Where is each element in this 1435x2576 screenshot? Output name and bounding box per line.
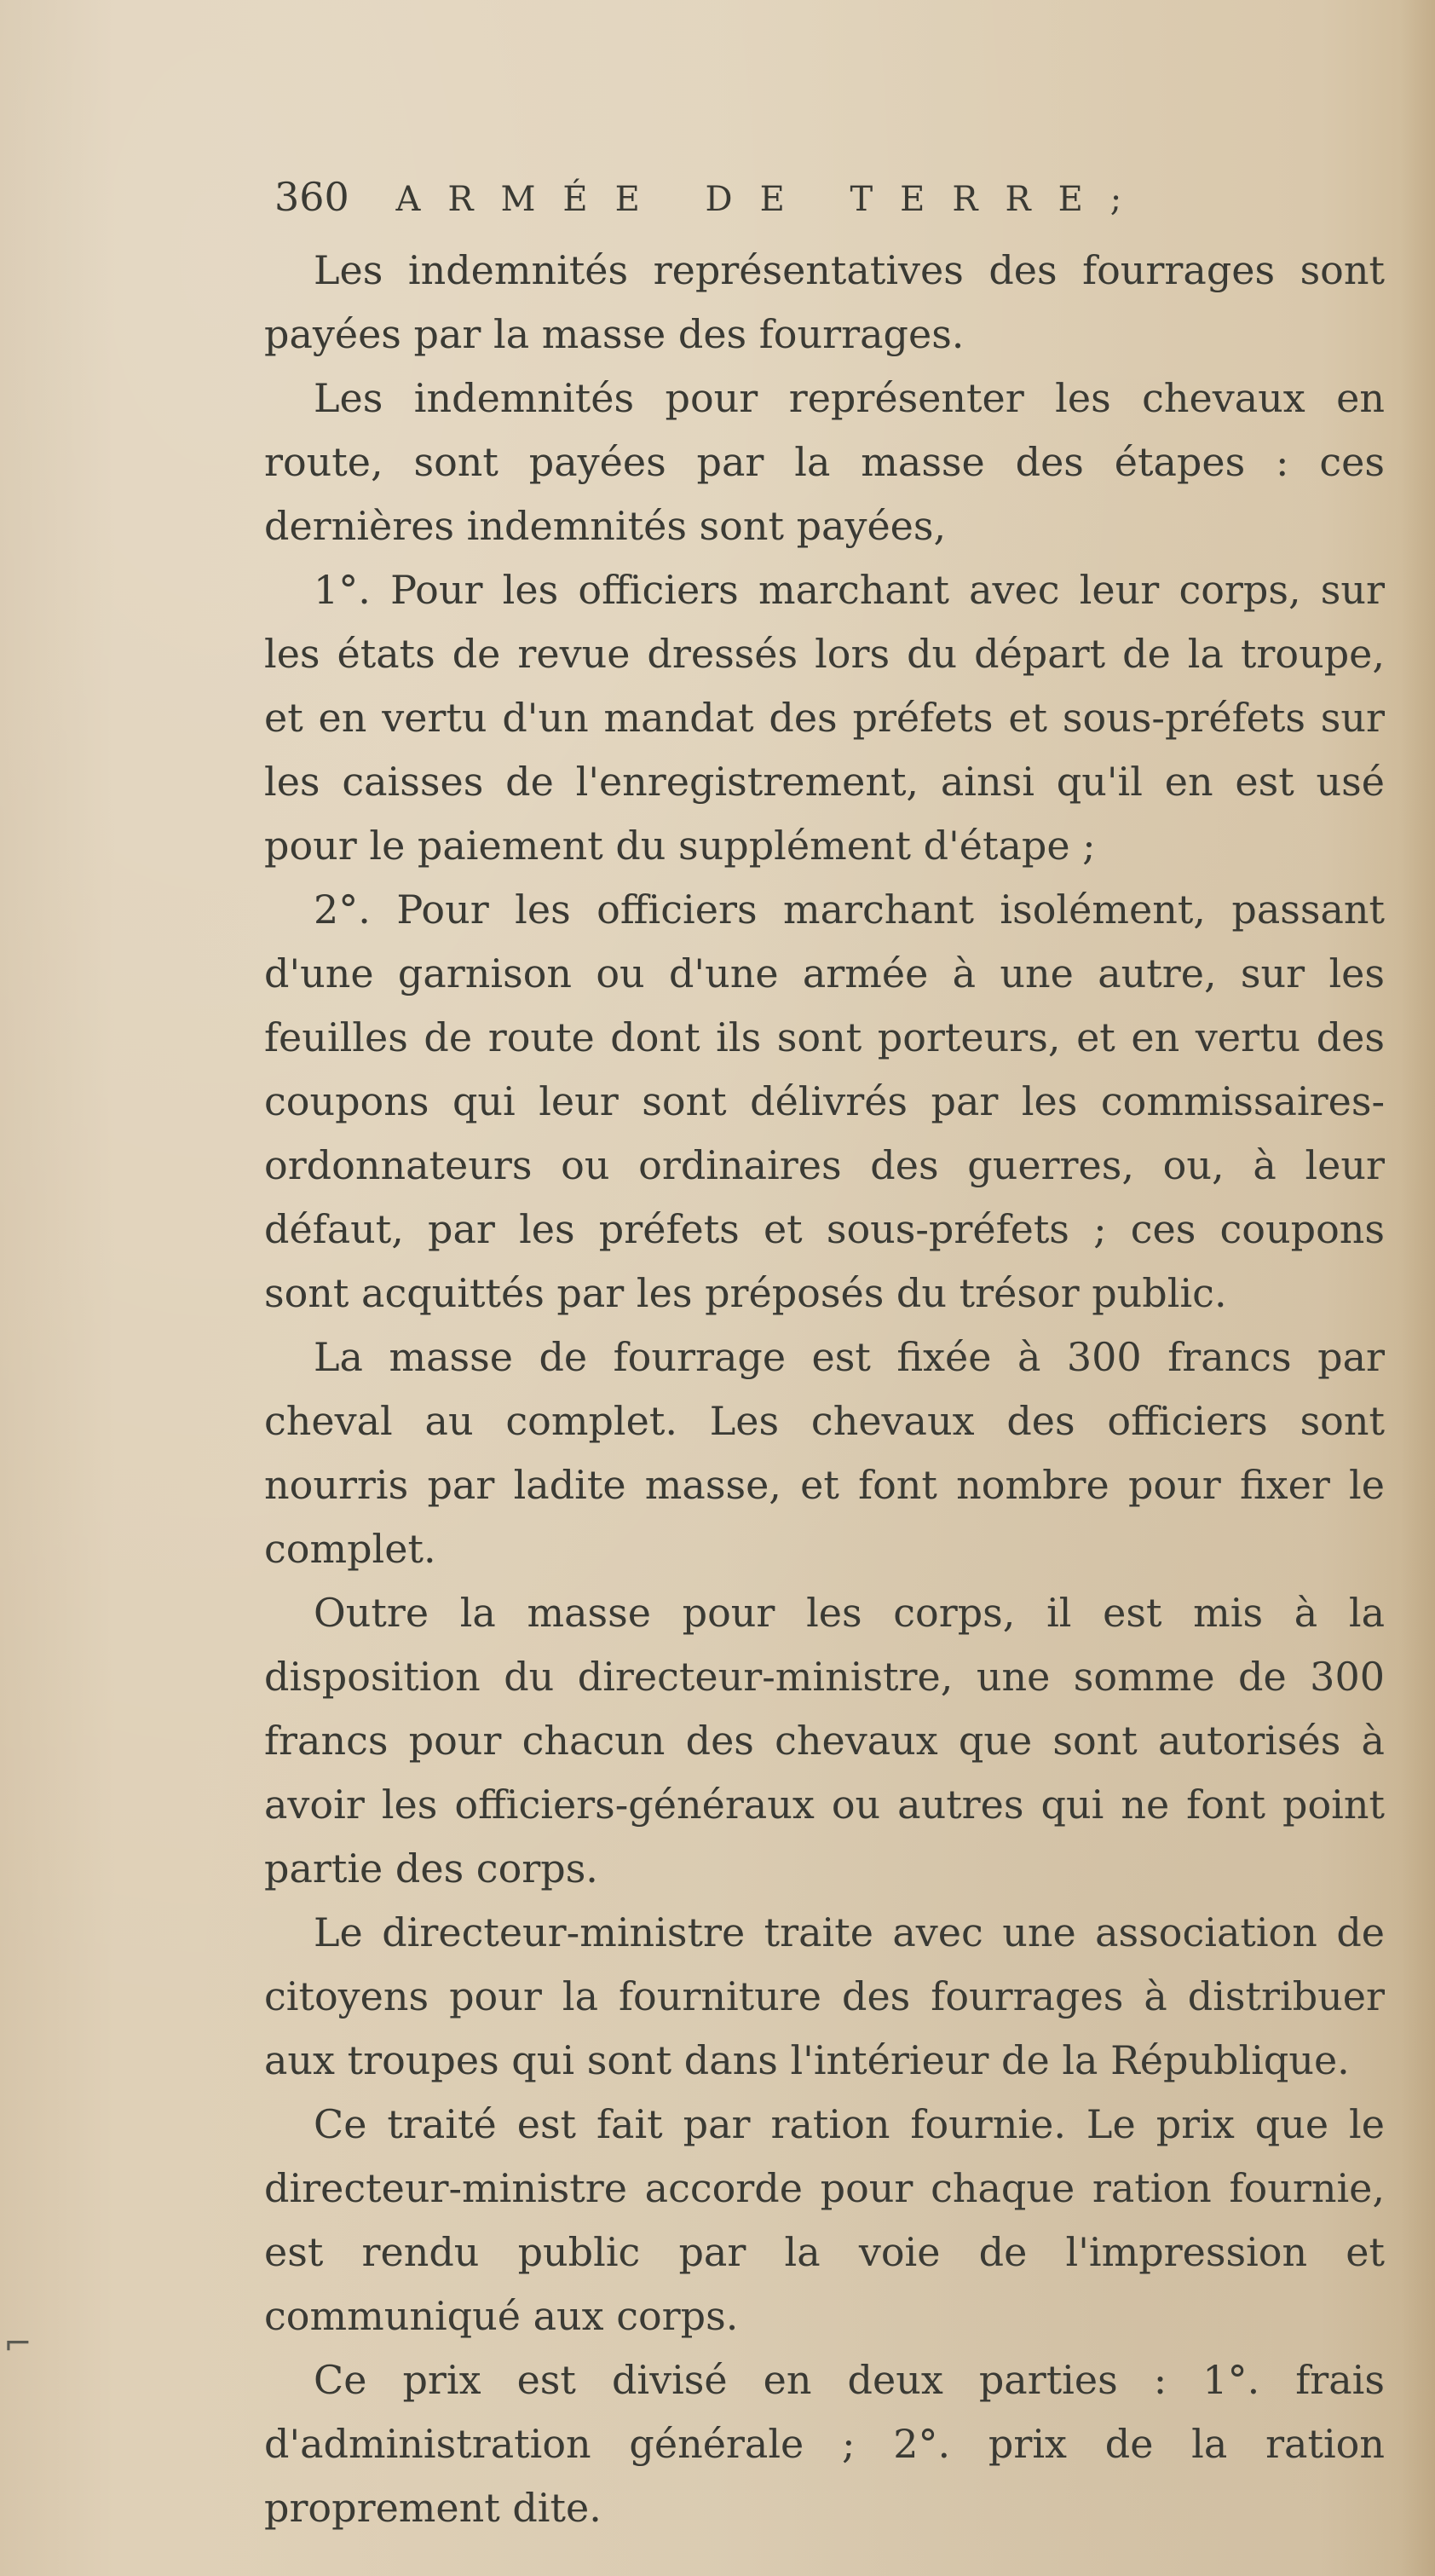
body-text bbox=[264, 239, 1385, 2540]
paragraph-3: 1°. Pour les officiers marchant avec leur corps, sur les états de revue dressés lors du départ de la troupe, et en vertu d'un mandat des préfets et sous-préfets sur les caisses de l'enregistrement, ainsi qu'il en est usé pour le paiement du supplément d'étape ; bbox=[264, 567, 1385, 869]
paragraph-6: Outre la masse pour les corps, il est mis à la disposition du directeur-ministre, une somme de 300 francs pour chacun des chevaux que sont autorisés à avoir les officiers-généraux ou autres qui ne font point partie des corps. bbox=[264, 1590, 1385, 1892]
running-head: ARMÉE DE TERRE; bbox=[395, 180, 1150, 219]
paragraph-5: La masse de fourrage est fixée à 300 francs par cheval au complet. Les chevaux des officiers sont nourris par ladite masse, et font nombre pour fixer le complet. bbox=[264, 1334, 1385, 1572]
paragraph-2: Les indemnités pour représenter les chevaux en route, sont payées par la masse des étapes : ces dernières indemnités sont payées, bbox=[264, 375, 1385, 549]
page-edge-shadow bbox=[1401, 0, 1435, 2576]
paragraph-9: Ce prix est divisé en deux parties : 1°. frais d'administration générale ; 2°. prix de la ration proprement dite. bbox=[264, 2357, 1385, 2531]
paragraph-4: 2°. Pour les officiers marchant isolément, passant d'une garnison ou d'une armée à une autre, sur les feuilles de route dont ils sont porteurs, et en vertu des coupons qui leur sont délivrés par les commissaires-ordonnateurs ou ordinaires des guerres, ou, à leur défaut, par les préfets et sous-préfets ; ces coupons sont acquittés par les préposés du trésor public. bbox=[264, 887, 1385, 1316]
paragraph-8: Ce traité est fait par ration fournie. Le prix que le directeur-ministre accorde pour chaque ration fournie, est rendu public par la voie de l'impression et communiqué aux corps. bbox=[264, 2101, 1385, 2339]
page-number: 360 bbox=[274, 174, 349, 220]
margin-mark: ⌐ bbox=[3, 2325, 32, 2364]
page-header bbox=[274, 167, 1382, 227]
paragraph-1: Les indemnités représentatives des fourrages sont payées par la masse des fourrages. bbox=[264, 247, 1385, 357]
paragraph-7: Le directeur-ministre traite avec une association de citoyens pour la fourniture des fourrages à distribuer aux troupes qui sont dans l'intérieur de la République. bbox=[264, 1909, 1385, 2083]
